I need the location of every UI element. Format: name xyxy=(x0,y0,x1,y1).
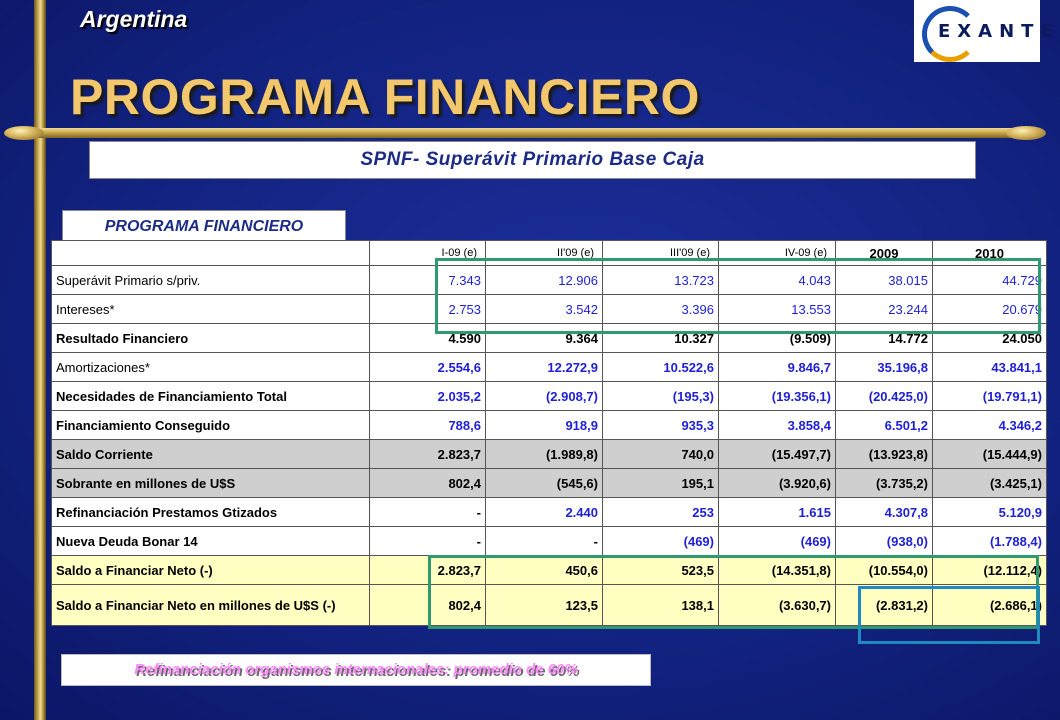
cell: (2.908,7) xyxy=(486,382,603,411)
page-title: PROGRAMA FINANCIERO xyxy=(70,69,700,125)
cell: 2.753 xyxy=(370,295,486,324)
table-row xyxy=(52,585,1047,626)
cell: 14.772 xyxy=(836,324,933,353)
table-row xyxy=(52,498,1047,527)
cell: (19.791,1) xyxy=(933,382,1047,411)
country-label: Argentina xyxy=(80,6,188,32)
financial-program-table xyxy=(51,240,1047,626)
cell: 253 xyxy=(603,498,719,527)
cell: (195,3) xyxy=(603,382,719,411)
cell: 2.440 xyxy=(486,498,603,527)
cell: 802,4 xyxy=(370,585,486,626)
cell: 4.590 xyxy=(370,324,486,353)
cell: 1.615 xyxy=(719,498,836,527)
cell: 2.823,7 xyxy=(370,440,486,469)
row-label: Necesidades de Financiamiento Total xyxy=(52,382,370,411)
cell: 24.050 xyxy=(933,324,1047,353)
table-row xyxy=(52,440,1047,469)
row-label: Saldo a Financiar Neto en millones de U$S (-) xyxy=(52,585,370,626)
cell: 3.542 xyxy=(486,295,603,324)
col-header: 2009 xyxy=(836,241,933,266)
cell: 740,0 xyxy=(603,440,719,469)
cell: 3.396 xyxy=(603,295,719,324)
row-label: Resultado Financiero xyxy=(52,324,370,353)
logo-text: EXANTE xyxy=(938,21,1060,42)
cell: 918,9 xyxy=(486,411,603,440)
col-header: IV-09 (e) xyxy=(719,241,836,266)
cell: - xyxy=(486,527,603,556)
cell: 13.553 xyxy=(719,295,836,324)
cell: 12.272,9 xyxy=(486,353,603,382)
cell: 20.679 xyxy=(933,295,1047,324)
row-label: Intereses* xyxy=(52,295,370,324)
cell: (3.920,6) xyxy=(719,469,836,498)
cell: (3.630,7) xyxy=(719,585,836,626)
cell: (12.112,4) xyxy=(933,556,1047,585)
cell: 6.501,2 xyxy=(836,411,933,440)
cell: - xyxy=(370,527,486,556)
cell: 123,5 xyxy=(486,585,603,626)
table-row xyxy=(52,353,1047,382)
row-label: Saldo Corriente xyxy=(52,440,370,469)
row-label: Sobrante en millones de U$S xyxy=(52,469,370,498)
gold-vertical-bar xyxy=(34,0,46,720)
row-label: Financiamiento Conseguido xyxy=(52,411,370,440)
table-row xyxy=(52,382,1047,411)
table-row xyxy=(52,266,1047,295)
row-label: Nueva Deuda Bonar 14 xyxy=(52,527,370,556)
cell: (19.356,1) xyxy=(719,382,836,411)
bar-knob-left xyxy=(4,126,44,140)
cell: 4.307,8 xyxy=(836,498,933,527)
cell: (10.554,0) xyxy=(836,556,933,585)
cell: (3.735,2) xyxy=(836,469,933,498)
header-corner xyxy=(52,241,370,266)
cell: 38.015 xyxy=(836,266,933,295)
col-header: 2010 xyxy=(933,241,1047,266)
col-header: I-09 (e) xyxy=(370,241,486,266)
table-row xyxy=(52,324,1047,353)
cell: (9.509) xyxy=(719,324,836,353)
cell: 4.346,2 xyxy=(933,411,1047,440)
table-row xyxy=(52,469,1047,498)
cell: (469) xyxy=(603,527,719,556)
cell: 450,6 xyxy=(486,556,603,585)
cell: (2.686,1) xyxy=(933,585,1047,626)
cell: (1.989,8) xyxy=(486,440,603,469)
col-header: II'09 (e) xyxy=(486,241,603,266)
cell: 788,6 xyxy=(370,411,486,440)
cell: 13.723 xyxy=(603,266,719,295)
cell: (938,0) xyxy=(836,527,933,556)
table-row xyxy=(52,556,1047,585)
cell: (3.425,1) xyxy=(933,469,1047,498)
cell: 2.823,7 xyxy=(370,556,486,585)
table-row xyxy=(52,295,1047,324)
cell: 5.120,9 xyxy=(933,498,1047,527)
table-row xyxy=(52,527,1047,556)
cell: 3.858,4 xyxy=(719,411,836,440)
cell: 523,5 xyxy=(603,556,719,585)
cell: 44.729 xyxy=(933,266,1047,295)
cell: 935,3 xyxy=(603,411,719,440)
col-header: III'09 (e) xyxy=(603,241,719,266)
cell: - xyxy=(370,498,486,527)
cell: (15.497,7) xyxy=(719,440,836,469)
cell: 9.364 xyxy=(486,324,603,353)
cell: 2.554,6 xyxy=(370,353,486,382)
cell: 802,4 xyxy=(370,469,486,498)
bar-knob-right xyxy=(1006,126,1046,140)
row-label: Saldo a Financiar Neto (-) xyxy=(52,556,370,585)
row-label: Amortizaciones* xyxy=(52,353,370,382)
cell: 7.343 xyxy=(370,266,486,295)
subtitle: SPNF- Superávit Primario Base Caja xyxy=(89,141,976,179)
row-label: Refinanciación Prestamos Gtizados xyxy=(52,498,370,527)
header-row xyxy=(52,241,1047,266)
gold-horizontal-bar xyxy=(10,128,1035,138)
cell: 9.846,7 xyxy=(719,353,836,382)
cell: 35.196,8 xyxy=(836,353,933,382)
cell: 10.522,6 xyxy=(603,353,719,382)
cell: 23.244 xyxy=(836,295,933,324)
cell: 2.035,2 xyxy=(370,382,486,411)
table-row xyxy=(52,411,1047,440)
exante-logo xyxy=(914,0,1060,62)
cell: (14.351,8) xyxy=(719,556,836,585)
cell: 195,1 xyxy=(603,469,719,498)
cell: 10.327 xyxy=(603,324,719,353)
cell: 12.906 xyxy=(486,266,603,295)
cell: (13.923,8) xyxy=(836,440,933,469)
footnote-banner: Refinanciación organismos internacionales: promedio de 60% xyxy=(61,654,651,686)
cell: 43.841,1 xyxy=(933,353,1047,382)
cell: 138,1 xyxy=(603,585,719,626)
cell: (545,6) xyxy=(486,469,603,498)
cell: (1.788,4) xyxy=(933,527,1047,556)
table-label: PROGRAMA FINANCIERO xyxy=(62,210,346,242)
cell: (15.444,9) xyxy=(933,440,1047,469)
cell: (20.425,0) xyxy=(836,382,933,411)
cell: 4.043 xyxy=(719,266,836,295)
row-label: Superávit Primario s/priv. xyxy=(52,266,370,295)
cell: (469) xyxy=(719,527,836,556)
cell: (2.831,2) xyxy=(836,585,933,626)
